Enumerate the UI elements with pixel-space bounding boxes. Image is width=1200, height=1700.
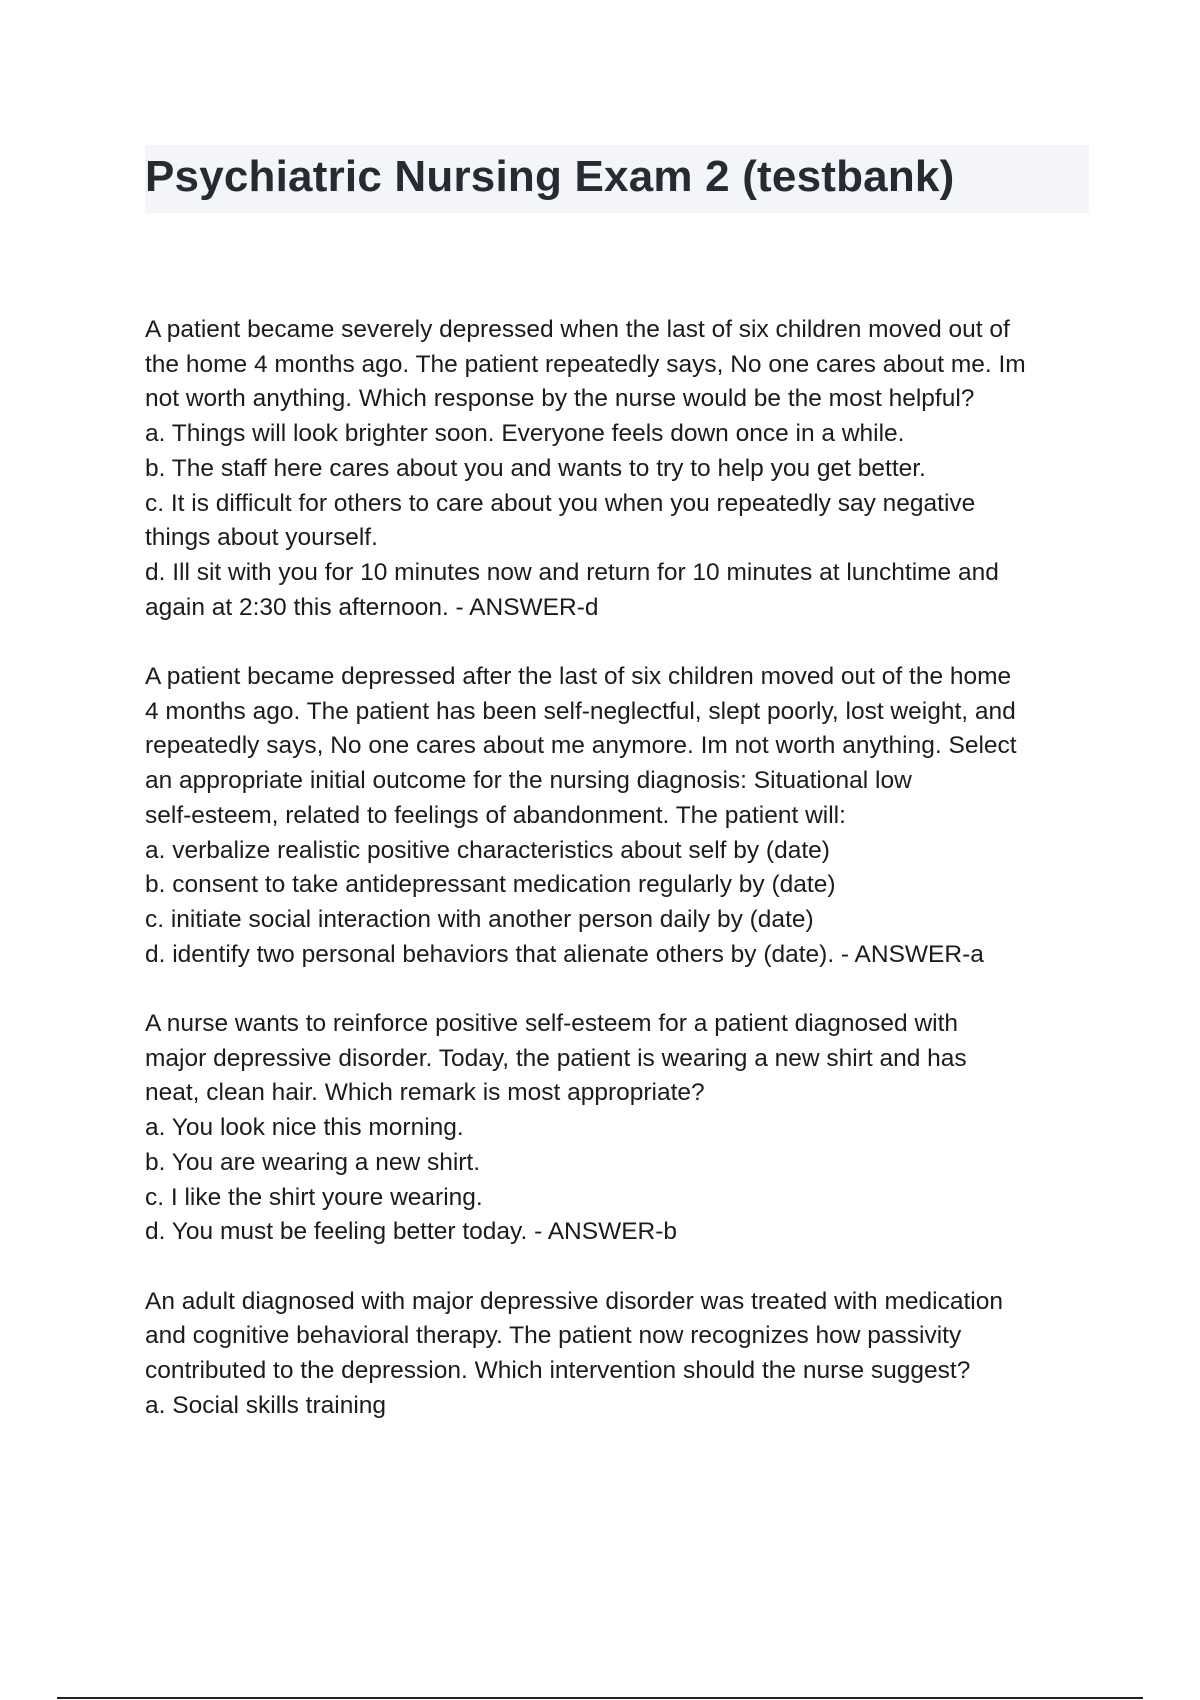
question-stem-line: A patient became severely depressed when the last of six children moved out of bbox=[145, 316, 1010, 343]
page-bottom-divider bbox=[57, 1697, 1143, 1699]
answer-option-c: c. initiate social interaction with another person daily by (date) bbox=[145, 905, 814, 933]
question-stem-line: 4 months ago. The patient has been self-neglectful, slept poorly, lost weight, and bbox=[145, 697, 1016, 725]
question-stem-line: A patient became depressed after the last of six children moved out of the home bbox=[145, 663, 1012, 691]
question-block bbox=[145, 660, 1095, 972]
question-list bbox=[145, 313, 1095, 1458]
question-stem-line: self-esteem, related to feelings of abandonment. The patient will: bbox=[145, 801, 846, 829]
answer-option-a: a. You look nice this morning. bbox=[145, 1114, 464, 1142]
answer-option-a: a. Social skills training bbox=[145, 1391, 387, 1419]
question-stem-line: repeatedly says, No one cares about me anymore. Im not worth anything. Select bbox=[145, 732, 1017, 760]
answer-option-b: b. You are wearing a new shirt. bbox=[145, 1148, 481, 1176]
answer-option-c: c. It is difficult for others to care about you when you repeatedly say negative bbox=[145, 489, 976, 517]
answer-option-a: a. verbalize realistic positive characteristics about self by (date) bbox=[145, 836, 830, 864]
question-stem-line: A nurse wants to reinforce positive self-esteem for a patient diagnosed with bbox=[145, 1010, 959, 1038]
question-stem-line: the home 4 months ago. The patient repeatedly says, No one cares about me. Im bbox=[145, 350, 1026, 378]
answer-option-c: c. I like the shirt youre wearing. bbox=[145, 1183, 483, 1211]
question-block bbox=[145, 1007, 1095, 1250]
answer-option-b: b. consent to take antidepressant medication regularly by (date) bbox=[145, 871, 836, 899]
answer-option-b: b. The staff here cares about you and wants to try to help you get better. bbox=[145, 454, 926, 482]
question-stem-line: an appropriate initial outcome for the nursing diagnosis: Situational low bbox=[145, 767, 912, 795]
question-block bbox=[145, 1285, 1095, 1424]
question-block bbox=[145, 313, 1095, 625]
question-stem-line: neat, clean hair. Which remark is most appropriate? bbox=[145, 1079, 705, 1107]
answer-option-d-with-key: again at 2:30 this afternoon. - ANSWER-d bbox=[145, 593, 599, 621]
answer-option-c-continued: things about yourself. bbox=[145, 524, 378, 552]
page-title: Psychiatric Nursing Exam 2 (testbank) bbox=[145, 152, 955, 201]
answer-option-d-with-key: d. identify two personal behaviors that alienate others by (date). - ANSWER-a bbox=[145, 940, 984, 968]
answer-option-d-with-key: d. You must be feeling better today. - ANSWER-b bbox=[145, 1218, 678, 1246]
answer-option-d: d. Ill sit with you for 10 minutes now and return for 10 minutes at lunchtime and bbox=[145, 558, 999, 586]
answer-option-a: a. Things will look brighter soon. Everyone feels down once in a while. bbox=[145, 420, 905, 448]
question-stem-line: not worth anything. Which response by the nurse would be the most helpful? bbox=[145, 385, 975, 413]
question-stem-line: and cognitive behavioral therapy. The patient now recognizes how passivity bbox=[145, 1322, 962, 1350]
question-stem-line: An adult diagnosed with major depressive disorder was treated with medication bbox=[145, 1287, 1003, 1315]
question-stem-line: major depressive disorder. Today, the patient is wearing a new shirt and has bbox=[145, 1044, 967, 1072]
question-stem-line: contributed to the depression. Which intervention should the nurse suggest? bbox=[145, 1357, 971, 1385]
